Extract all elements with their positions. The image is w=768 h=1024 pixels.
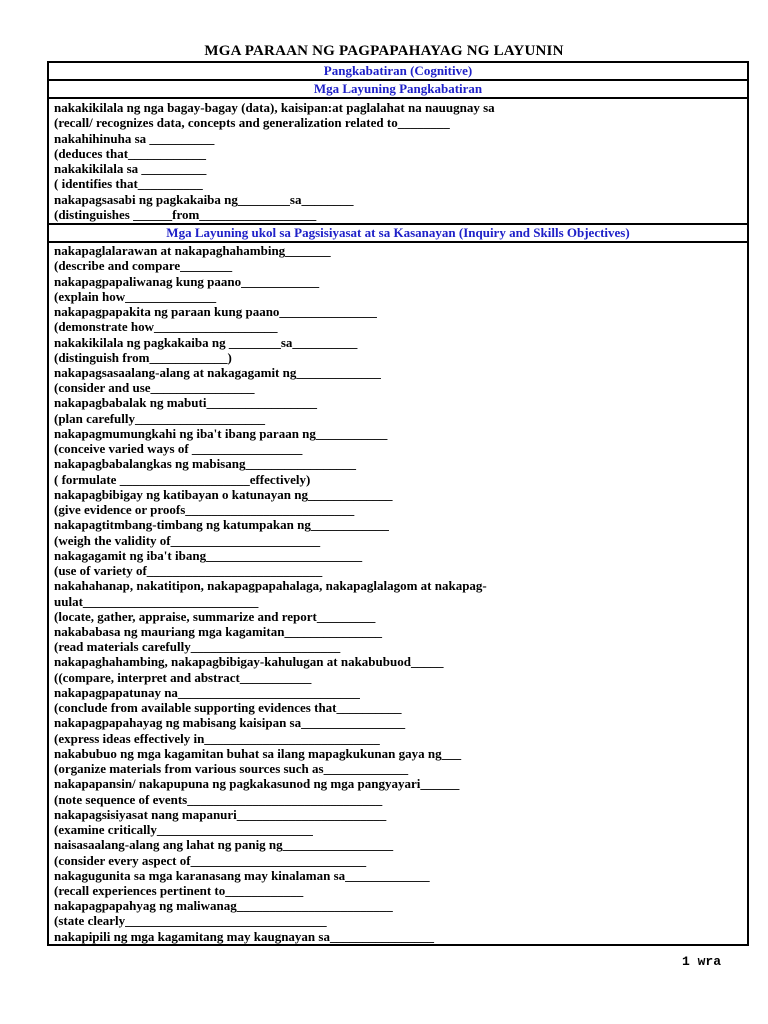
objective-line: nakahihinuha sa __________ — [54, 130, 215, 146]
section-cognitive-objectives — [49, 99, 747, 225]
objective-line: (consider every aspect of___________________________ — [54, 852, 367, 868]
objective-line: nakapagpapahayag ng mabisang kaisipan sa________________ — [54, 715, 406, 731]
objective-line: nakagagamit ng iba't ibang________________________ — [54, 547, 363, 563]
objective-line: nakakikilala sa __________ — [54, 161, 207, 177]
header-cognitive: Pangkabatiran (Cognitive) — [49, 63, 747, 81]
objective-line: (distinguishes ______from__________________ — [54, 206, 317, 222]
objective-line: (describe and compare________ — [54, 258, 233, 274]
objective-line: (explain how______________ — [54, 288, 217, 304]
objective-line: nakapagsisiyasat nang mapanuri_______________________ — [54, 806, 387, 822]
objective-line: (note sequence of events______________________________ — [54, 791, 383, 807]
objective-line: (recall experiences pertinent to____________ — [54, 882, 304, 898]
objective-line: nakapipili ng mga kagamitang may kaugnayan sa________________ — [54, 928, 434, 944]
objectives-table — [47, 61, 749, 946]
objective-line: (plan carefully____________________ — [54, 410, 266, 426]
objective-line: nakapagsasaalang-alang at nakagagamit ng_____________ — [54, 365, 381, 380]
objective-line: ( formulate ____________________effectively) — [54, 471, 311, 487]
objective-line: nakapagbabalak ng mabuti_________________ — [54, 395, 317, 411]
section-inquiry-objectives — [49, 243, 747, 944]
objective-line: (consider and use________________ — [54, 380, 255, 396]
objective-line: nakapagbibigay ng katibayan o katunayan ng_____________ — [54, 486, 393, 502]
objective-line: naisasaalang-alang ang lahat ng panig ng_________________ — [54, 837, 394, 853]
objective-line: nakapagbabalangkas ng mabisang_________________ — [54, 456, 356, 472]
header-inquiry-skills: Mga Layuning ukol sa Pagsisiyasat at sa Kasanayan (Inquiry and Skills Objectives) — [49, 225, 747, 243]
objective-line: nakapagpapahyag ng maliwanag________________________ — [54, 898, 393, 914]
objective-line: (distinguish from____________) — [54, 349, 232, 365]
objective-line: (demonstrate how___________________ — [54, 319, 278, 335]
objective-line: (state clearly_______________________________ — [54, 913, 327, 929]
objective-line: nakapaghahambing, nakapagbibigay-kahulugan at nakabubuod_____ — [54, 654, 444, 670]
objective-line: nakapagmumungkahi ng iba't ibang paraan ng___________ — [54, 425, 388, 441]
objective-line: nakapagpapaliwanag kung paano____________ — [54, 273, 320, 289]
objective-line: nakapagsasabi ng pagkakaiba ng________sa________ — [54, 191, 354, 207]
objective-line: (use of variety of___________________________ — [54, 563, 323, 579]
objective-line: nakapagpapatunay na____________________________ — [54, 684, 360, 700]
objective-line: (organize materials from various sources such as_____________ — [54, 761, 409, 777]
objective-line: (recall/ recognizes data, concepts and generalization related to________ — [54, 115, 450, 131]
objective-line: nakahahanap, nakatitipon, nakapagpapahalaga, nakapaglalagom at nakapag- — [54, 578, 487, 594]
document-title: MGA PARAAN NG PAGPAPAHAYAG NG LAYUNIN — [204, 43, 564, 59]
objective-line: nakapaglalarawan at nakapaghahambing_______ — [54, 243, 331, 259]
objective-line: ((compare, interpret and abstract___________ — [54, 669, 312, 685]
objective-line: (locate, gather, appraise, summarize and report_________ — [54, 608, 376, 624]
objective-line: nakakikilala ng nga bagay-bagay (data), kaisipan:at paglalahat na nauugnay sa — [54, 100, 495, 115]
objective-line: nakapagtitmbang-timbang ng katumpakan ng____________ — [54, 517, 389, 533]
objective-line: nakagugunita sa mga karanasang may kinalaman sa_____________ — [54, 867, 430, 883]
objective-line: (conceive varied ways of _________________ — [54, 441, 303, 457]
objective-line: nakapapansin/ nakapupuna ng pagkakasunod ng mga pangyayari______ — [54, 776, 460, 792]
objective-line: (examine critically________________________ — [54, 822, 313, 838]
objective-line: (read materials carefully_______________________ — [54, 639, 341, 655]
objective-line: (deduces that____________ — [54, 145, 207, 161]
objective-line: (weigh the validity of_______________________ — [54, 532, 321, 548]
objective-line: (give evidence or proofs__________________________ — [54, 502, 355, 518]
header-layunin: Mga Layuning Pangkabatiran — [49, 81, 747, 99]
objective-line: uulat___________________________ — [54, 593, 259, 609]
objective-line: nakapagpapakita ng paraan kung paano_______________ — [54, 304, 377, 320]
objective-line: ( identifies that__________ — [54, 176, 203, 192]
objective-line: (express ideas effectively in___________________________ — [54, 730, 380, 746]
objective-line: nakakikilala ng pagkakaiba ng ________sa__________ — [54, 334, 358, 350]
objective-line: nakabubuo ng mga kagamitan buhat sa ilang mapagkukunan gaya ng___ — [54, 745, 462, 761]
objective-line: nakababasa ng mauriang mga kagamitan_______________ — [54, 623, 382, 639]
objective-line: (conclude from available supporting evidences that__________ — [54, 700, 402, 716]
page-footer: 1 wra — [681, 954, 721, 969]
